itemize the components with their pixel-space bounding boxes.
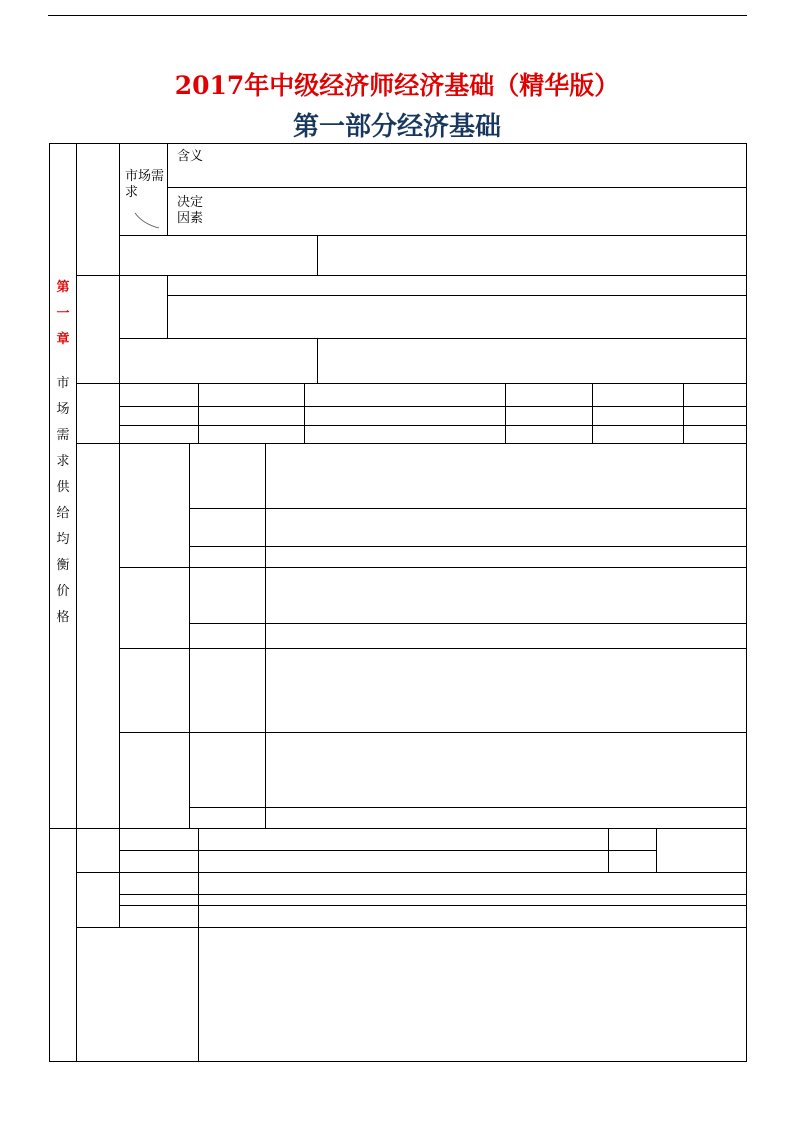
demand-curve-icon [129,211,161,231]
top-rule [48,15,747,16]
chapter1-title: 市场需求供给均衡价格 [56,376,70,625]
demand-title: 市场需求 [125,169,165,200]
page-title: 2017年中级经济师经济基础（精华版） [174,71,620,100]
summary-table [49,143,747,1061]
page-subtitle: 第一部分经济基础 [292,112,501,142]
demand-factors-label: 决定因素 [177,195,204,226]
demand-def-label: 含义 [177,149,204,164]
chapter1-label: 第一章 [56,280,70,347]
